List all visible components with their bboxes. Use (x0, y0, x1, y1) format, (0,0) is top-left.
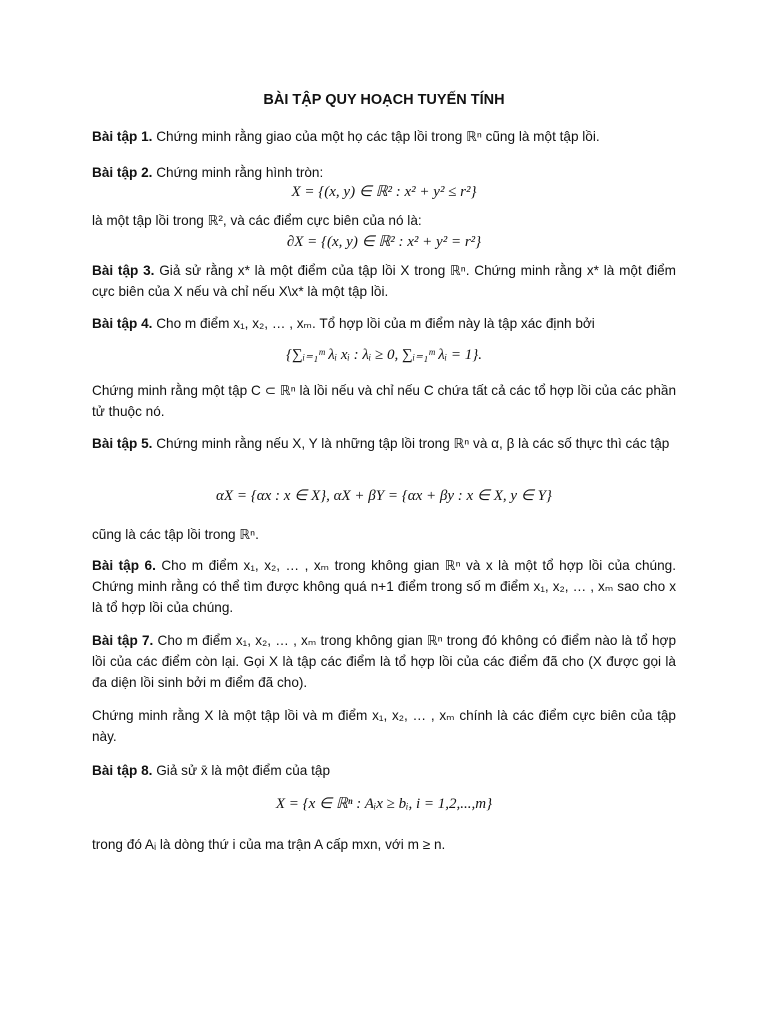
exercise-5 (92, 433, 676, 454)
exercise-5-text: Chứng minh rằng nếu X, Y là những tập lồi trong ℝⁿ và α, β là các số thực thì các tập (156, 436, 670, 451)
exercise-2-label: Bài tập 2. (92, 165, 153, 180)
exercise-2-text: Chứng minh rằng hình tròn: (156, 165, 324, 180)
exercise-2 (92, 162, 323, 183)
exercise-1-label: Bài tập 1. (92, 129, 153, 144)
exercise-5-label: Bài tập 5. (92, 436, 153, 451)
exercise-2-text2: là một tập lồi trong ℝ², và các điểm cực biên của nó là: (92, 213, 422, 228)
exercise-7-text2: Chứng minh rằng X là một tập lồi và m điểm x₁, x₂, … , xₘ chính là các điểm cực biên của tập này. (92, 708, 676, 744)
exercise-5-text2: cũng là các tập lồi trong ℝⁿ. (92, 527, 259, 542)
exercise-1 (92, 126, 600, 147)
exercise-7 (92, 630, 676, 693)
exercise-7-text: Cho m điểm x₁, x₂, … , xₘ trong không gian ℝⁿ trong đó không có điểm nào là tổ hợp lồi của các điểm còn lại. Gọi X là tập các điểm là tổ hợp lồi của các điểm đã cho (X được gọi là đa diện lồi sinh bởi m điểm đã cho). (92, 633, 677, 690)
exercise-4-text: Cho m điểm x₁, x₂, … , xₘ. Tổ hợp lồi của m điểm này là tập xác định bởi (156, 316, 595, 331)
exercise-7-label: Bài tập 7. (92, 633, 154, 648)
exercise-1-text: Chứng minh rằng giao của một họ các tập lồi trong ℝⁿ cũng là một tập lồi. (156, 129, 600, 144)
exercise-8-formula: X = {x ∈ ℝⁿ : Aᵢx ≥ bᵢ, i = 1,2,...,m} (275, 796, 493, 812)
exercise-8-text2: trong đó Aᵢ là dòng thứ i của ma trận A cấp mxn, với m ≥ n. (92, 837, 446, 852)
exercise-4-text2: Chứng minh rằng một tập C ⊂ ℝⁿ là lồi nếu và chỉ nếu C chứa tất cả các tổ hợp lồi của các phần tử thuộc nó. (92, 383, 676, 419)
exercise-4-formula: {∑ᵢ₌₁ᵐ λᵢ xᵢ : λᵢ ≥ 0, ∑ᵢ₌₁ᵐ λᵢ = 1}. (286, 347, 482, 363)
exercise-3-label: Bài tập 3. (92, 263, 155, 278)
exercise-6-text: Cho m điểm x₁, x₂, … , xₘ trong không gian ℝⁿ và x là một tổ hợp lồi của chúng. Chứng minh rằng có thể tìm được không quá n+1 điểm trong số m điểm x₁, x₂, … , xₘ sao cho x là tổ hợp lồi của chúng. (92, 558, 676, 615)
exercise-8-text: Giả sử x̄ là một điểm của tập (156, 763, 331, 778)
exercise-3-text: Giả sử rằng x* là một điểm của tập lồi X trong ℝⁿ. Chứng minh rằng x* là một điểm cực biên của X nếu và chỉ nếu X\x* là một tập lồi. (92, 263, 677, 299)
exercise-6-label: Bài tập 6. (92, 558, 156, 573)
exercise-8-label: Bài tập 8. (92, 763, 153, 778)
exercise-3 (92, 260, 676, 302)
exercise-2-formula-boundary: ∂X = {(x, y) ∈ ℝ² : x² + y² = r²} (286, 234, 482, 250)
page-title: BÀI TẬP QUY HOẠCH TUYẾN TÍNH (263, 92, 505, 108)
exercise-8 (92, 760, 330, 781)
exercise-4 (92, 313, 595, 334)
exercise-5-formula: αX = {αx : x ∈ X}, αX + βY = {αx + βy : x ∈ X, y ∈ Y} (216, 488, 552, 504)
exercise-6 (92, 555, 676, 618)
exercise-4-label: Bài tập 4. (92, 316, 153, 331)
exercise-2-formula-disk: X = {(x, y) ∈ ℝ² : x² + y² ≤ r²} (291, 184, 477, 200)
